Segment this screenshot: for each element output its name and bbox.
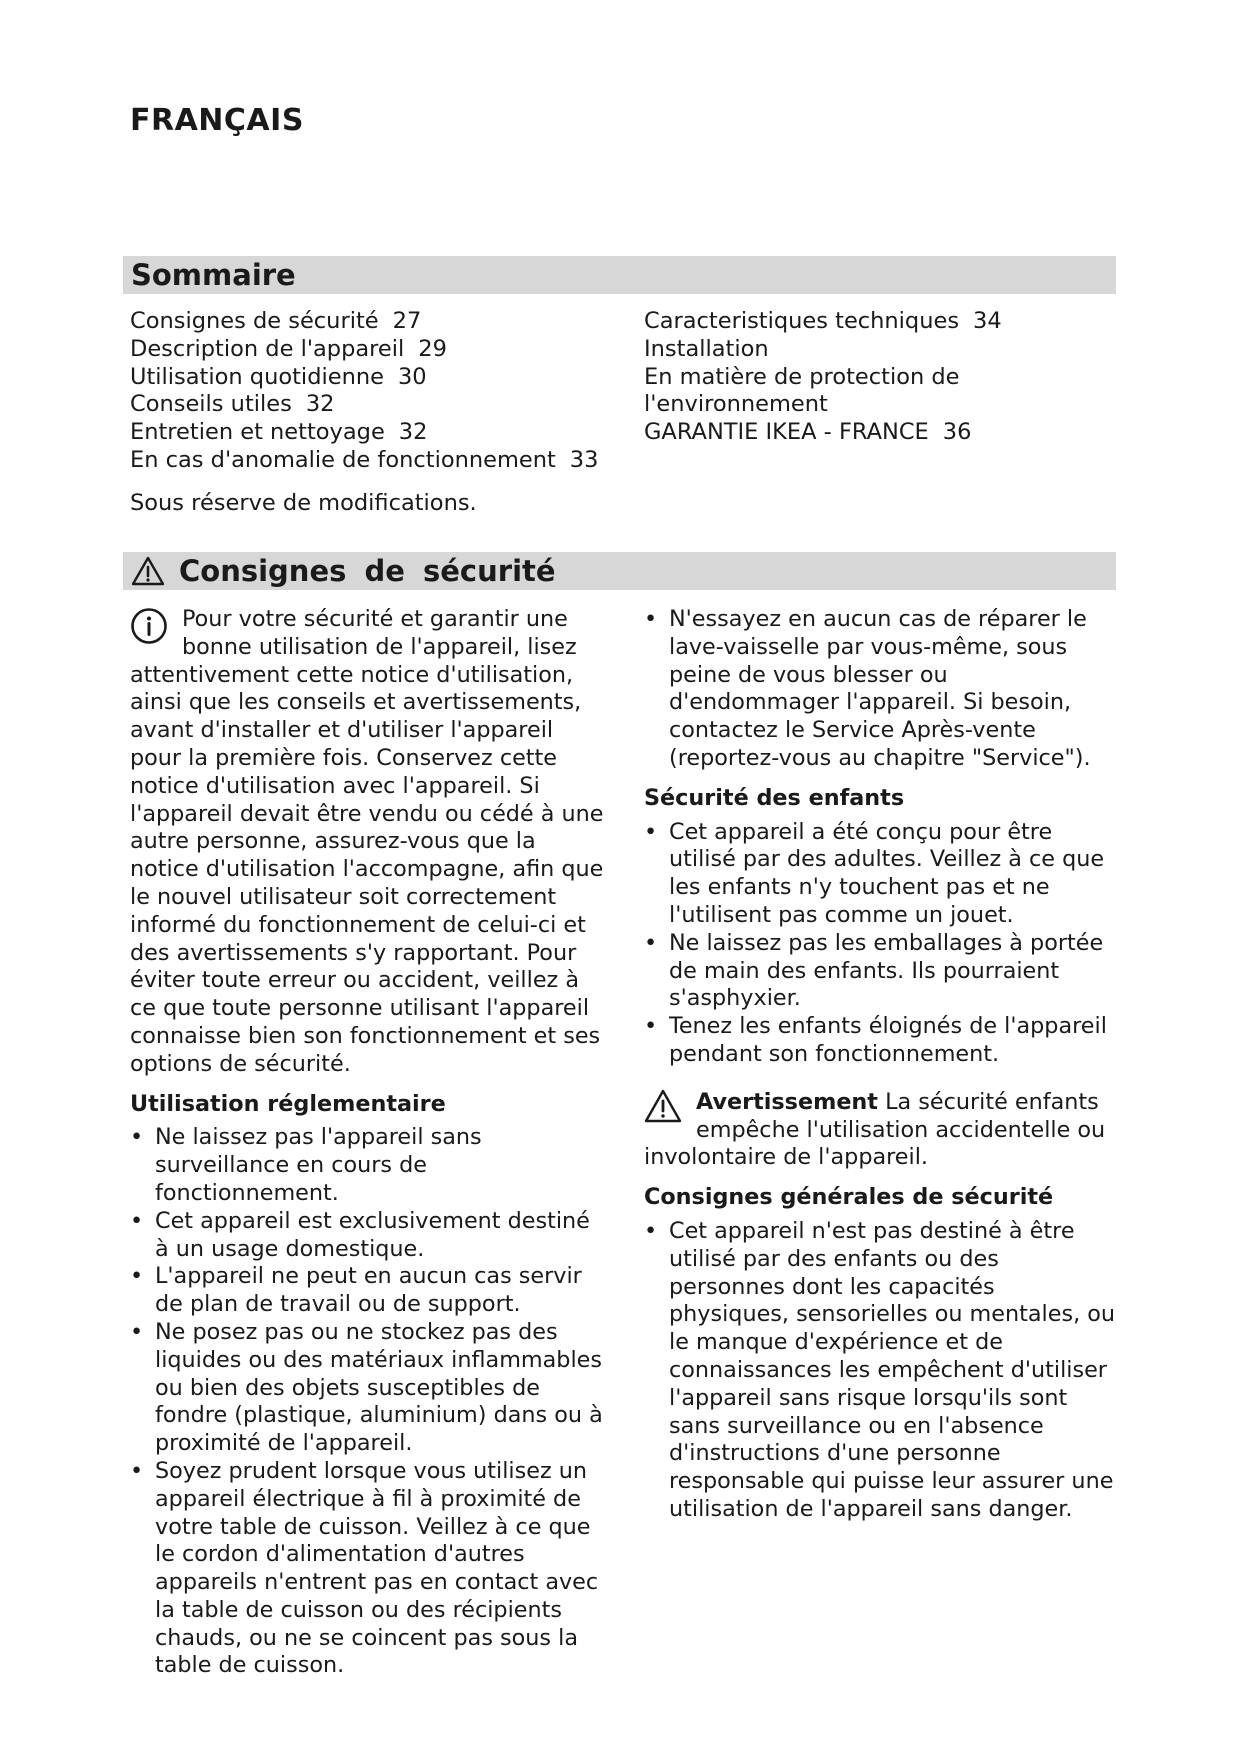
toc-entry-page: 30 — [397, 363, 427, 390]
toc-entry-label: Entretien et nettoyage — [130, 419, 385, 446]
info-icon — [130, 607, 168, 645]
list-item: • Ne posez pas ou ne stockez pas des liquides ou des matériaux inflammables ou bien des objets susceptibles de fondre (plastique, aluminium) dans ou à proximité de l'appareil. — [130, 1319, 610, 1458]
toc-entry-label: l'environnement — [644, 391, 828, 418]
toc-entry-label: Description de l'appareil — [130, 335, 405, 362]
list-item: • Cet appareil a été conçu pour être utilisé par des adultes. Veillez à ce que les enfants n'y touchent pas et ne l'utilisent pas comme un jouet. — [644, 819, 1119, 930]
toc-left-column — [130, 308, 640, 475]
children-list — [644, 819, 1119, 1069]
warning-triangle-icon — [644, 1089, 682, 1123]
warning-text: La sécurité enfants empêche l'utilisation accidentelle ou involontaire de l'appareil. — [644, 1088, 1106, 1171]
toc-entry-page: 33 — [569, 446, 599, 473]
children-heading: Sécurité des enfants — [644, 784, 905, 811]
toc-right-column — [644, 308, 1114, 447]
general-list — [644, 1218, 1119, 1524]
toc-entry-page: 32 — [305, 391, 335, 418]
toc-entry-label: Utilisation quotidienne — [130, 363, 384, 390]
toc-entry-page: 27 — [392, 308, 422, 334]
list-item: • Ne laissez pas les emballages à portée de main des enfants. Ils pourraient s'asphyxier. — [644, 930, 1119, 1013]
toc-entry[interactable] — [644, 391, 1114, 419]
toc-entry-page: 32 — [398, 419, 428, 446]
list-item: • Cet appareil est exclusivement destiné à un usage domestique. — [130, 1208, 610, 1264]
toc-entry[interactable] — [644, 364, 1114, 392]
toc-entry-label: GARANTIE IKEA - FRANCE — [644, 419, 929, 446]
list-item: • Ne laissez pas l'appareil sans surveillance en cours de fonctionnement. — [130, 1124, 610, 1207]
list-item: • Tenez les enfants éloignés de l'appareil pendant son fonctionnement. — [644, 1013, 1119, 1069]
safety-right-column — [644, 606, 1119, 1524]
toc-entry-label: En cas d'anomalie de fonctionnement — [130, 446, 556, 473]
toc-header — [123, 256, 1116, 294]
repair-list — [644, 606, 1119, 773]
toc-entry-label: Installation — [644, 335, 769, 362]
warning-label: Avertissement — [696, 1088, 878, 1115]
toc-entry-page: 34 — [973, 308, 1002, 334]
safety-left-column — [130, 606, 610, 1680]
toc-entry-page: 29 — [418, 335, 447, 362]
toc-entry[interactable] — [644, 308, 1114, 336]
toc-entry-label: Consignes de sécurité — [130, 308, 379, 334]
toc-entry-page: 36 — [942, 419, 972, 446]
list-item: • N'essayez en aucun cas de réparer le lave-vaisselle par vous-même, sous peine de vous blesser ou d'endommager l'appareil. Si besoin, contactez le Service Après-vente (reportez-vous au chapitre "Service"). — [644, 606, 1119, 773]
safety-title: Consignes de sécurité — [179, 554, 556, 588]
intro-text: Pour votre sécurité et garantir une bonne utilisation de l'appareil, lisez attentivement cette notice d'utilisation, ainsi que les conseils et avertissements, avant d'installer et d'utiliser l'appareil pour la première fois. Conservez cette notice d'utilisation avec l'appareil. Si l'appareil devait être vendu ou cédé à une autre personne, assurez-vous que la notice d'utilisation l'accompagne, afin que le nouvel utilisateur soit correctement informé du fonctionnement de celui-ci et des avertissements s'y rapportant. Pour éviter toute erreur ou accident, veillez à ce que toute personne utilisant l'appareil connaisse bien son fonctionnement et ses options de sécurité. — [130, 606, 604, 1077]
toc-entry-label: Caracteristiques techniques — [644, 308, 960, 334]
list-item: • Cet appareil n'est pas destiné à être utilisé par des enfants ou des personnes dont les capacités physiques, sensorielles ou mentales, ou le manque d'expérience et de connaissances les empêchent d'utiliser l'appareil sans risque lorsqu'ils sont sans surveillance ou en l'absence d'instructions d'une personne responsable qui puisse leur assurer une utilisation de l'appareil sans danger. — [644, 1218, 1119, 1524]
toc-entry[interactable] — [130, 391, 640, 419]
list-item: • L'appareil ne peut en aucun cas servir de plan de travail ou de support. — [130, 1263, 610, 1319]
usage-list — [130, 1124, 610, 1680]
language-title: FRANÇAIS — [130, 103, 304, 138]
toc-entry[interactable] — [644, 419, 1114, 447]
toc-entry[interactable] — [130, 447, 640, 475]
child-lock-warning — [644, 1089, 1119, 1172]
toc-entry[interactable] — [130, 419, 640, 447]
toc-entry[interactable] — [130, 336, 640, 364]
toc-entry-label: En matière de protection de — [644, 363, 960, 390]
general-heading: Consignes générales de sécurité — [644, 1184, 1054, 1211]
toc-entry[interactable] — [644, 336, 1114, 364]
toc-title: Sommaire — [131, 258, 296, 292]
toc-entry[interactable] — [130, 364, 640, 392]
usage-heading: Utilisation réglementaire — [130, 1090, 446, 1117]
toc-entry-label: Conseils utiles — [130, 391, 292, 418]
warning-triangle-icon — [131, 556, 165, 586]
safety-header — [123, 552, 1116, 590]
modification-note: Sous réserve de modifications. — [130, 490, 477, 516]
toc-entry[interactable] — [130, 308, 640, 336]
intro-paragraph — [130, 606, 610, 1079]
list-item: • Soyez prudent lorsque vous utilisez un appareil électrique à fil à proximité de votre table de cuisson. Veillez à ce que le cordon d'alimentation d'autres appareils n'entrent pas en contact avec la table de cuisson ou des récipients chauds, ou ne se coincent pas sous la table de cuisson. — [130, 1458, 610, 1680]
